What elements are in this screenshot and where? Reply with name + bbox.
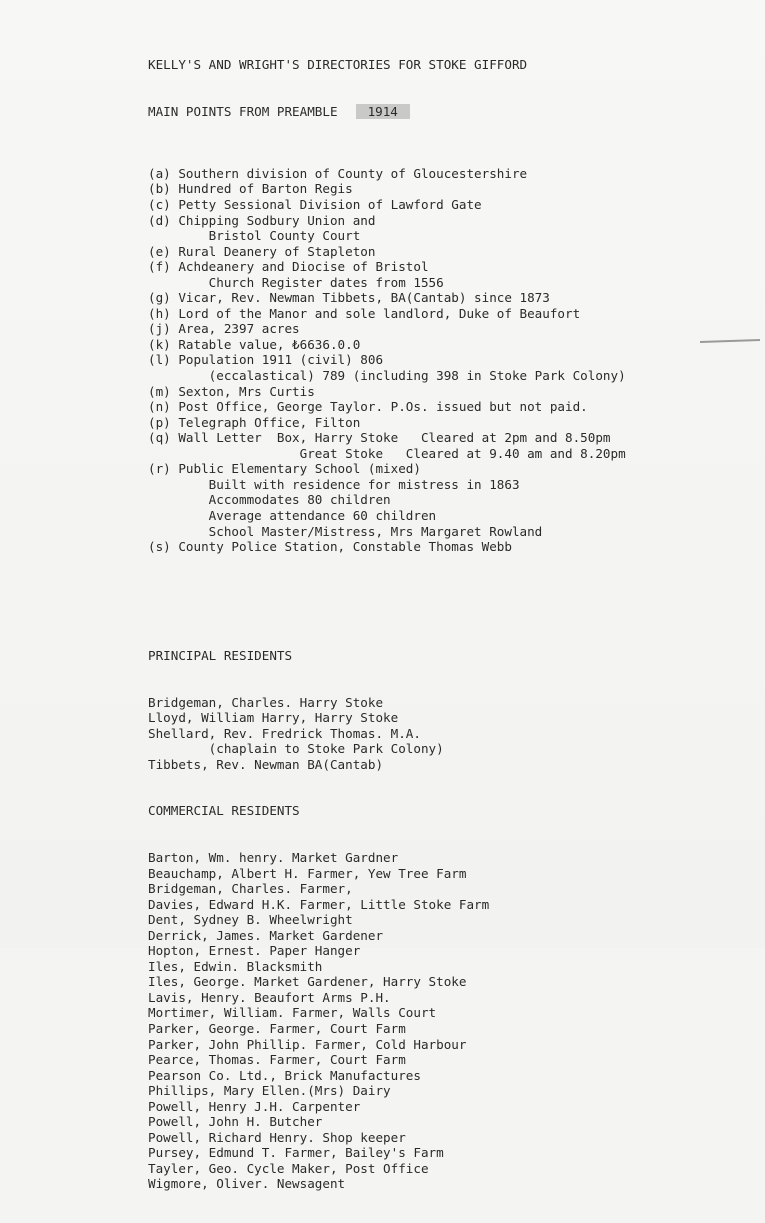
preamble-item: (d) Chipping Sodbury Union and bbox=[148, 212, 376, 228]
principal-heading: PRINCIPAL RESIDENTS bbox=[148, 647, 293, 663]
preamble-item: (eccalastical) 789 (including 398 in Stoke Park Colony) bbox=[148, 368, 626, 384]
preamble-item: (a) Southern division of County of Gloucestershire bbox=[148, 165, 528, 181]
commercial-resident: Mortimer, William. Farmer, Walls Court bbox=[148, 1005, 437, 1021]
commercial-resident: Derrick, James. Market Gardener bbox=[148, 927, 384, 943]
preamble-item: (n) Post Office, George Taylor. P.Os. issued but not paid. bbox=[148, 399, 588, 415]
commercial-resident: Phillips, Mary Ellen.(Mrs) Dairy bbox=[148, 1083, 391, 1099]
commercial-resident: Parker, John Phillip. Farmer, Cold Harbour bbox=[148, 1036, 467, 1052]
commercial-heading: COMMERCIAL RESIDENTS bbox=[148, 803, 300, 819]
commercial-resident: Pearson Co. Ltd., Brick Manufactures bbox=[148, 1067, 421, 1083]
principal-resident: Tibbets, Rev. Newman BA(Cantab) bbox=[148, 756, 384, 772]
principal-resident: (chaplain to Stoke Park Colony) bbox=[148, 741, 444, 757]
preamble-item: (m) Sexton, Mrs Curtis bbox=[148, 383, 315, 399]
commercial-resident: Dent, Sydney B. Wheelwright bbox=[148, 912, 353, 928]
preamble-item: Church Register dates from 1556 bbox=[148, 274, 444, 290]
preamble-item: (c) Petty Sessional Division of Lawford Gate bbox=[148, 197, 482, 213]
preamble-item: School Master/Mistress, Mrs Margaret Rowland bbox=[148, 523, 543, 539]
commercial-resident: Pursey, Edmund T. Farmer, Bailey's Farm bbox=[148, 1145, 444, 1161]
preamble-item: (f) Achdeanery and Diocise of Bristol bbox=[148, 259, 429, 275]
commercial-resident: Hopton, Ernest. Paper Hanger bbox=[148, 943, 361, 959]
commercial-resident: Powell, Richard Henry. Shop keeper bbox=[148, 1129, 406, 1145]
preamble-item: Great Stoke Cleared at 9.40 am and 8.20pm bbox=[148, 445, 626, 461]
principal-list bbox=[148, 695, 748, 773]
principal-resident: Shellard, Rev. Fredrick Thomas. M.A. bbox=[148, 725, 421, 741]
commercial-resident: Bridgeman, Charles. Farmer, bbox=[148, 881, 353, 897]
preamble-item: (e) Rural Deanery of Stapleton bbox=[148, 243, 376, 259]
preamble-item: (q) Wall Letter Box, Harry Stoke Cleared at 2pm and 8.50pm bbox=[148, 430, 611, 446]
commercial-resident: Pearce, Thomas. Farmer, Court Farm bbox=[148, 1052, 406, 1068]
commercial-resident: Powell, Henry J.H. Carpenter bbox=[148, 1098, 361, 1114]
commercial-resident: Barton, Wm. henry. Market Gardner bbox=[148, 849, 399, 865]
directory-text bbox=[148, 26, 748, 1223]
commercial-resident: Powell, John H. Butcher bbox=[148, 1114, 323, 1130]
preamble-item: (p) Telegraph Office, Filton bbox=[148, 414, 361, 430]
year-label: 1914 bbox=[356, 104, 410, 120]
commercial-resident: Lavis, Henry. Beaufort Arms P.H. bbox=[148, 989, 391, 1005]
preamble-item: Average attendance 60 children bbox=[148, 507, 437, 523]
commercial-list bbox=[148, 850, 748, 1192]
title-text: KELLY'S AND WRIGHT'S DIRECTORIES FOR STOKE GIFFORD bbox=[148, 57, 528, 73]
subtitle-text: MAIN POINTS FROM PREAMBLE bbox=[148, 103, 338, 119]
preamble-item: Bristol County Court bbox=[148, 228, 361, 244]
commercial-resident: Tayler, Geo. Cycle Maker, Post Office bbox=[148, 1160, 429, 1176]
preamble-item: (b) Hundred of Barton Regis bbox=[148, 181, 353, 197]
preamble-item: Built with residence for mistress in 1863 bbox=[148, 476, 520, 492]
preamble-item: (s) County Police Station, Constable Thomas Webb bbox=[148, 539, 512, 555]
commercial-resident: Iles, George. Market Gardener, Harry Stoke bbox=[148, 974, 467, 990]
principal-resident: Bridgeman, Charles. Harry Stoke bbox=[148, 694, 384, 710]
preamble-item: (r) Public Elementary School (mixed) bbox=[148, 461, 421, 477]
preamble-item: (h) Lord of the Manor and sole landlord, Duke of Beaufort bbox=[148, 305, 581, 321]
commercial-resident: Parker, George. Farmer, Court Farm bbox=[148, 1021, 406, 1036]
document-title bbox=[148, 57, 748, 73]
document-subtitle bbox=[148, 104, 748, 120]
principal-resident: Lloyd, William Harry, Harry Stoke bbox=[148, 710, 399, 726]
preamble-item: (k) Ratable value, ₺6636.0.0 bbox=[148, 336, 361, 352]
spacer bbox=[148, 601, 748, 617]
commercial-resident: Beauchamp, Albert H. Farmer, Yew Tree Farm bbox=[148, 865, 467, 881]
preamble-item: (g) Vicar, Rev. Newman Tibbets, BA(Cantab) since 1873 bbox=[148, 290, 550, 306]
preamble-list bbox=[148, 166, 748, 555]
preamble-item: (j) Area, 2397 acres bbox=[148, 321, 300, 337]
preamble-item: (l) Population 1911 (civil) 806 bbox=[148, 352, 384, 368]
commercial-resident: Davies, Edward H.K. Farmer, Little Stoke Farm bbox=[148, 896, 490, 912]
commercial-resident: Wigmore, Oliver. Newsagent bbox=[148, 1176, 346, 1192]
preamble-item: Accommodates 80 children bbox=[148, 492, 391, 508]
commercial-resident: Iles, Edwin. Blacksmith bbox=[148, 958, 323, 974]
